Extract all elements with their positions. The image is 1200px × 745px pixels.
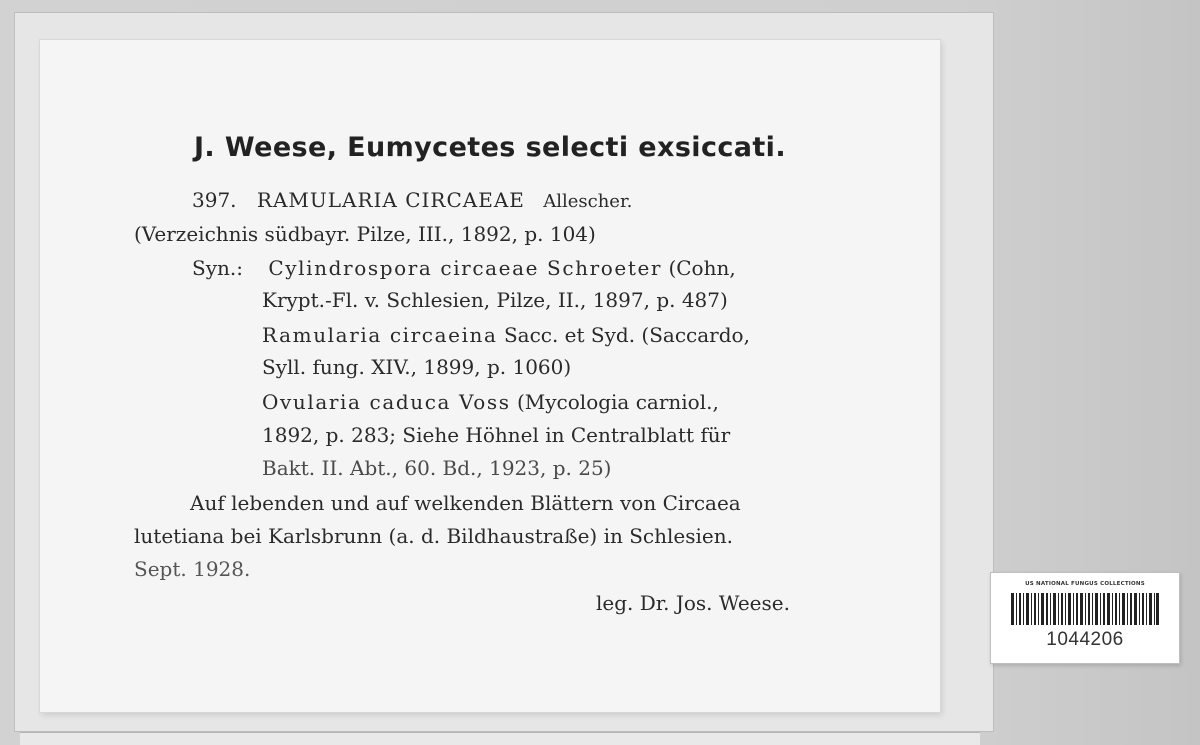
collection-date: Sept. 1928. <box>134 557 251 581</box>
synonym-ref-cont-3b: Bakt. II. Abt., 60. Bd., 1923, p. 25) <box>262 456 612 480</box>
habitat-line-1: Auf lebenden und auf welkenden Blättern von Circaea <box>190 491 741 515</box>
species-name: RAMULARIA CIRCAEAE <box>256 188 525 212</box>
collector-line: leg. Dr. Jos. Weese. <box>596 591 790 615</box>
synonym-ref-start-3: (Mycologia carniol., <box>516 390 719 414</box>
barcode-caption: US NATIONAL FUNGUS COLLECTIONS <box>1025 581 1145 587</box>
synonym-ref-start-1: (Cohn, <box>668 256 736 280</box>
species-author: Allescher. <box>543 191 633 212</box>
synonym-line-1 <box>192 258 736 278</box>
synonym-ref-start-2: Sacc. et Syd. (Saccardo, <box>503 323 750 347</box>
label-title: J. Weese, Eumycetes selecti exsiccati. <box>193 132 786 163</box>
packet-bottom-edge <box>20 732 980 745</box>
synonym-ref-cont-1: Krypt.-Fl. v. Schlesien, Pilze, II., 1897, p. 487) <box>262 288 728 312</box>
synonym-ref-cont-2: Syll. fung. XIV., 1899, p. 1060) <box>262 355 572 379</box>
synonym-line-2 <box>262 325 750 345</box>
barcode-label <box>990 572 1180 664</box>
synonym-name-1: Cylindrospora circaeae Schroeter <box>268 256 663 280</box>
exsiccata-label <box>40 40 940 712</box>
synonym-line-3 <box>262 392 719 412</box>
synonym-name-2: Ramularia circaeina <box>262 323 498 347</box>
synonym-name-3: Ovularia caduca Voss <box>262 390 511 414</box>
habitat-line-2: lutetiana bei Karlsbrunn (a. d. Bildhaustraße) in Schlesien. <box>134 524 733 548</box>
species-number: 397. <box>192 188 237 212</box>
barcode-icon <box>1011 593 1159 625</box>
synonym-ref-cont-3: 1892, p. 283; Siehe Höhnel in Centralblatt für <box>262 423 731 447</box>
species-line <box>192 190 632 211</box>
synonym-label: Syn.: <box>192 256 243 280</box>
species-reference: (Verzeichnis südbayr. Pilze, III., 1892, p. 104) <box>134 222 596 246</box>
barcode-number: 1044206 <box>1046 629 1124 650</box>
